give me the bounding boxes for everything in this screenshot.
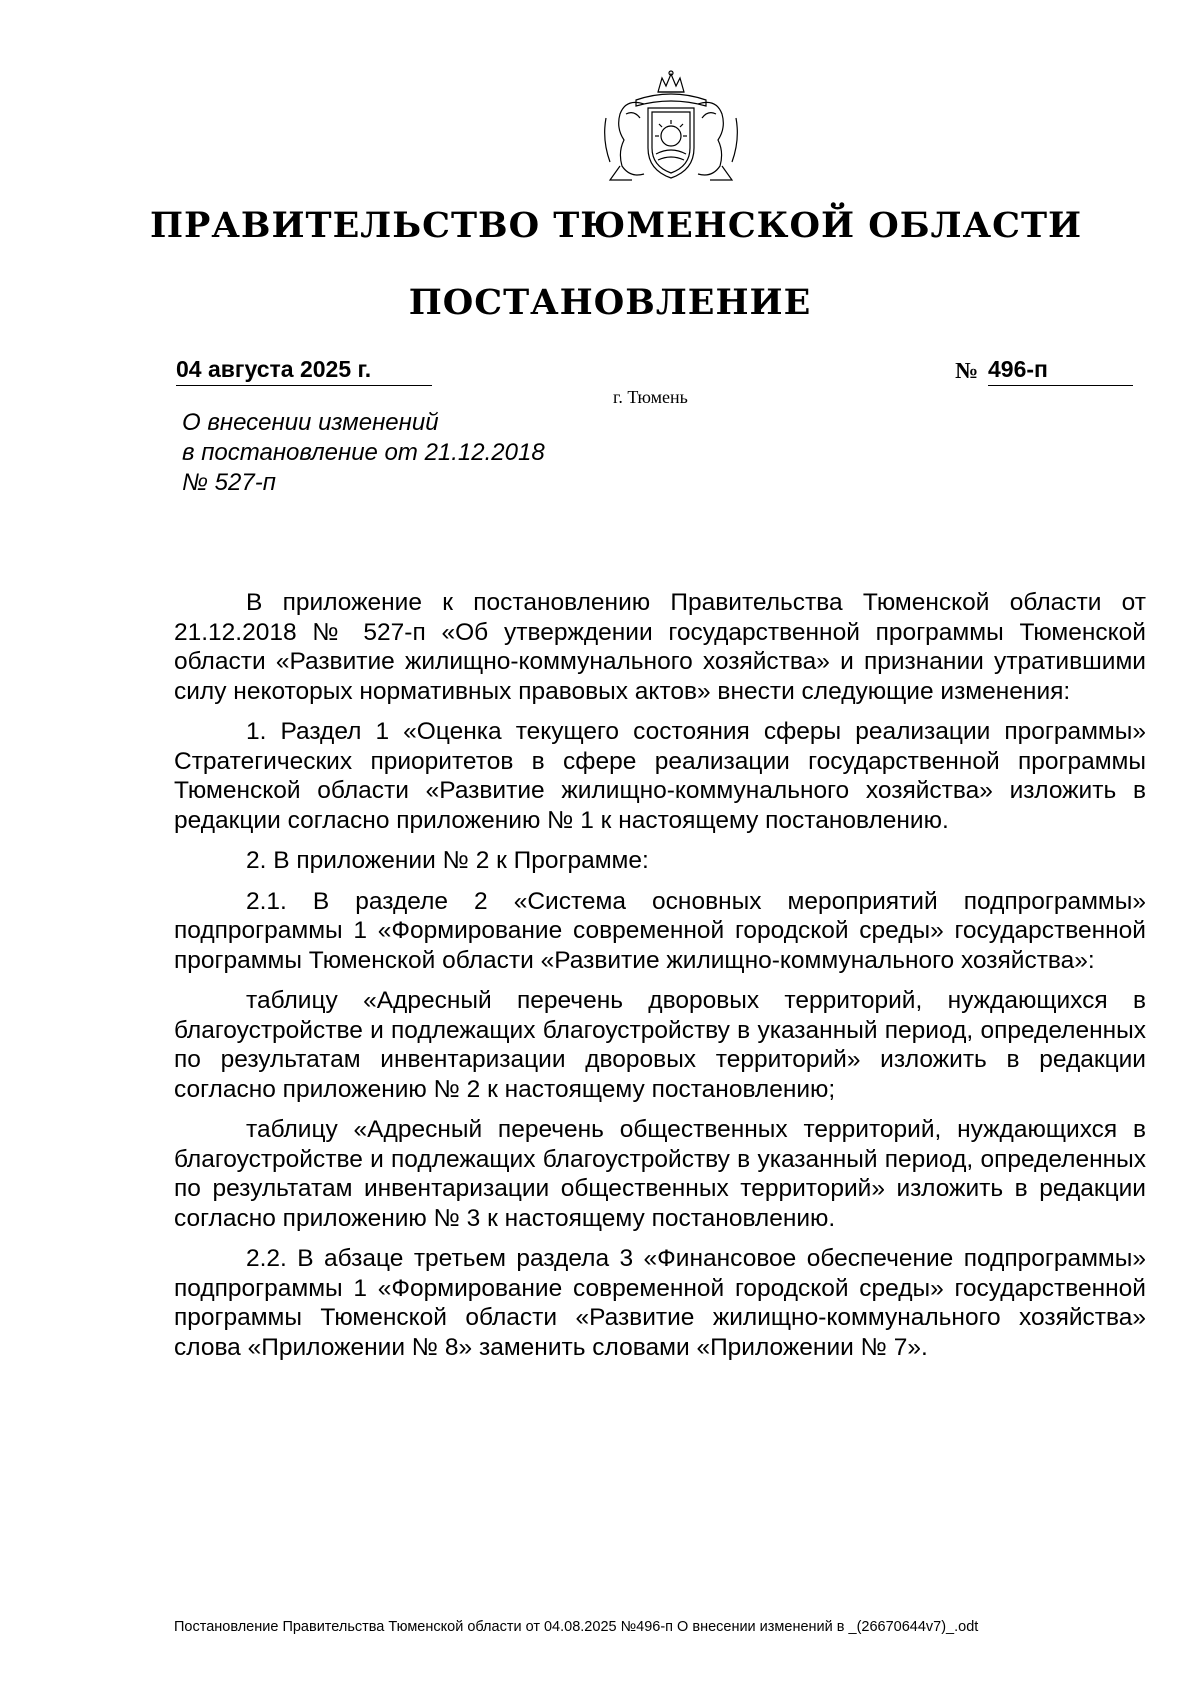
body-paragraph: 2.1. В разделе 2 «Система основных мероприятий подпрограммы» подпрограммы 1 «Формирование современной городской среды» государственной программы Тюменской области «Развитие жилищно-коммунального хозяйства»: bbox=[174, 887, 1146, 974]
body-paragraph: 2. В приложении № 2 к Программе: bbox=[246, 847, 649, 874]
number-sign: № bbox=[955, 358, 979, 383]
body-paragraph: таблицу «Адресный перечень общественных территорий, нуждающихся в благоустройстве и подлежащих благоустройству в указанный период, определенных по результатам инвентаризации общественных территорий» изложить в редакции согласно приложению № 3 к настоящему постановлению. bbox=[174, 1116, 1146, 1232]
document-body bbox=[174, 588, 1146, 1373]
document-number: 496-п bbox=[988, 355, 1133, 386]
coat-of-arms-icon bbox=[596, 70, 746, 188]
subject-line: в постановление от 21.12.2018 bbox=[182, 439, 545, 466]
body-paragraph: В приложение к постановлению Правительства Тюменской области от 21.12.2018 № 527-п «Об утверждении государственной программы Тюменской области «Развитие жилищно-коммунального хозяйства» и признании утратившими силу некоторых нормативных правовых актов» внести следующие изменения: bbox=[174, 589, 1146, 705]
government-title: ПРАВИТЕЛЬСТВО ТЮМЕНСКОЙ ОБЛАСТИ bbox=[150, 205, 1083, 246]
document-date: 04 августа 2025 г. bbox=[176, 355, 432, 386]
subject-line: № 527-п bbox=[182, 469, 276, 496]
document-type: ПОСТАНОВЛЕНИЕ bbox=[408, 282, 812, 323]
document-footer: Постановление Правительства Тюменской области от 04.08.2025 №496-п О внесении изменений в _(26670644v7)_.odt bbox=[174, 1619, 979, 1635]
document-city: г. Тюмень bbox=[613, 387, 688, 407]
body-paragraph: 2.2. В абзаце третьем раздела 3 «Финансовое обеспечение подпрограммы» подпрограммы 1 «Формирование современной городской среды» государственной программы Тюменской области «Развитие жилищно-коммунального хозяйства» слова «Приложении № 8» заменить словами «Приложении № 7». bbox=[174, 1245, 1146, 1361]
document-subject bbox=[182, 408, 682, 498]
body-paragraph: таблицу «Адресный перечень дворовых территорий, нуждающихся в благоустройстве и подлежащих благоустройству в указанный период, определенных по результатам инвентаризации дворовых территорий» изложить в редакции согласно приложению № 2 к настоящему постановлению; bbox=[174, 987, 1146, 1103]
body-paragraph: 1. Раздел 1 «Оценка текущего состояния сферы реализации программы» Стратегических приоритетов в сфере реализации государственной программы Тюменской области «Развитие жилищно-коммунального хозяйства» изложить в редакции согласно приложению № 1 к настоящему постановлению. bbox=[174, 718, 1146, 834]
subject-line: О внесении изменений bbox=[182, 409, 439, 436]
